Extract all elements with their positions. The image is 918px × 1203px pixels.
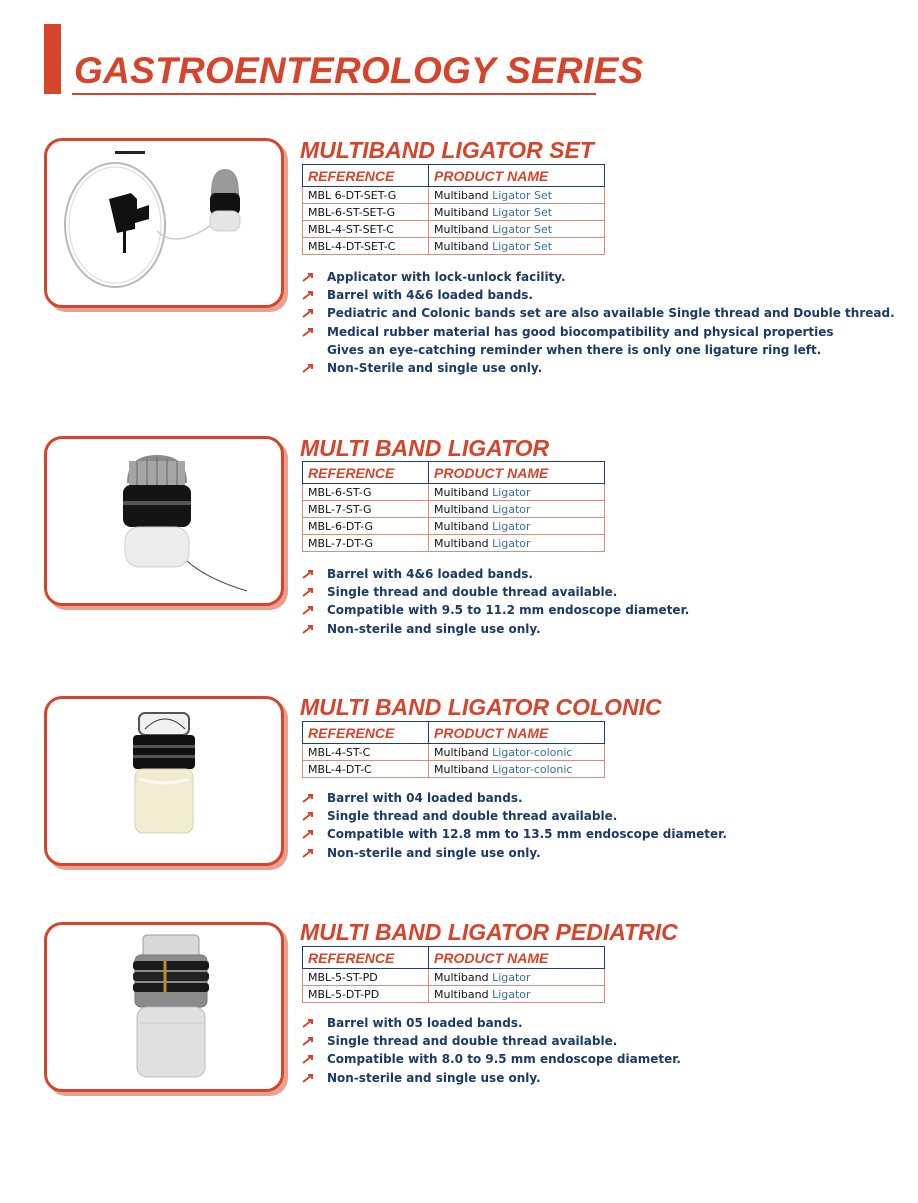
list-item: Non-sterile and single use only.: [300, 620, 689, 638]
table-row: [303, 969, 605, 986]
reference-cell: MBL-4-ST-SET-C: [303, 221, 429, 238]
column-header-reference: REFERENCE: [303, 722, 429, 744]
product-name-cell: Multiband Ligator: [429, 484, 605, 501]
product-name-cell: Multiband Ligator: [429, 969, 605, 986]
feature-list: [300, 789, 727, 862]
title-accent-bar: [44, 24, 61, 94]
list-item: Barrel with 04 loaded bands.: [300, 789, 727, 807]
feature-list: [300, 268, 895, 377]
arrow-bullet-icon: [302, 793, 314, 803]
section-title: MULTI BAND LIGATOR PEDIATRIC: [300, 919, 678, 945]
list-item: Barrel with 4&6 loaded bands.: [300, 565, 689, 583]
multiband-ligator-set-photo: [47, 141, 281, 305]
reference-cell: MBL-7-DT-G: [303, 535, 429, 552]
table-row: [303, 535, 605, 552]
table-row: [303, 238, 605, 255]
table-row: [303, 518, 605, 535]
list-item: Pediatric and Colonic bands set are also available Single thread and Double thread.: [300, 304, 895, 322]
column-header-product-name: PRODUCT NAME: [429, 947, 605, 969]
product-name-cell: Multiband Ligator: [429, 518, 605, 535]
reference-table: [302, 946, 605, 1003]
multi-band-ligator-photo: [47, 439, 281, 603]
list-item: Non-sterile and single use only.: [300, 1069, 681, 1087]
reference-cell: MBL-6-DT-G: [303, 518, 429, 535]
arrow-bullet-icon: [302, 1036, 314, 1046]
reference-table: [302, 721, 605, 778]
reference-cell: MBL-4-DT-C: [303, 761, 429, 778]
arrow-bullet-icon: [302, 811, 314, 821]
arrow-bullet-icon: [302, 363, 314, 373]
list-item: Barrel with 05 loaded bands.: [300, 1014, 681, 1032]
column-header-reference: REFERENCE: [303, 947, 429, 969]
list-item: Single thread and double thread available.: [300, 807, 727, 825]
reference-table: [302, 461, 605, 552]
page-title: GASTROENTEROLOGY SERIES: [74, 50, 644, 91]
column-header-reference: REFERENCE: [303, 462, 429, 484]
arrow-bullet-icon: [302, 1073, 314, 1083]
reference-cell: MBL-7-ST-G: [303, 501, 429, 518]
table-row: [303, 484, 605, 501]
table-header-row: [303, 165, 605, 187]
product-image-frame: [44, 138, 284, 308]
table-header-row: [303, 947, 605, 969]
section-title: MULTI BAND LIGATOR COLONIC: [300, 694, 662, 720]
product-name-cell: Multiband Ligator Set: [429, 221, 605, 238]
column-header-product-name: PRODUCT NAME: [429, 722, 605, 744]
arrow-bullet-icon: [302, 605, 314, 615]
product-name-cell: Multiband Ligator-colonic: [429, 744, 605, 761]
list-item: Compatible with 8.0 to 9.5 mm endoscope diameter.: [300, 1050, 681, 1068]
reference-cell: MBL-4-DT-SET-C: [303, 238, 429, 255]
product-name-cell: Multiband Ligator Set: [429, 238, 605, 255]
feature-list: [300, 565, 689, 638]
list-item: Non-Sterile and single use only.: [300, 359, 895, 377]
section-title: MULTI BAND LIGATOR: [300, 435, 550, 461]
list-item: Compatible with 12.8 mm to 13.5 mm endoscope diameter.: [300, 825, 727, 843]
list-item: Compatible with 9.5 to 11.2 mm endoscope diameter.: [300, 601, 689, 619]
table-header-row: [303, 462, 605, 484]
arrow-bullet-icon: [302, 327, 314, 337]
table-row: [303, 204, 605, 221]
column-header-product-name: PRODUCT NAME: [429, 462, 605, 484]
table-header-row: [303, 722, 605, 744]
table-row: [303, 501, 605, 518]
table-row: [303, 187, 605, 204]
table-row: [303, 221, 605, 238]
reference-table: [302, 164, 605, 255]
product-name-cell: Multiband Ligator: [429, 986, 605, 1003]
reference-cell: MBL-6-ST-G: [303, 484, 429, 501]
list-item: Applicator with lock-unlock facility.: [300, 268, 895, 286]
product-name-cell: Multiband Ligator-colonic: [429, 761, 605, 778]
list-item-continuation: Gives an eye-catching reminder when there is only one ligature ring left.: [327, 342, 822, 357]
arrow-bullet-icon: [302, 587, 314, 597]
arrow-bullet-icon: [302, 1018, 314, 1028]
section-title: MULTIBAND LIGATOR SET: [300, 137, 594, 163]
product-image-frame: [44, 696, 284, 866]
reference-cell: MBL-4-ST-C: [303, 744, 429, 761]
reference-cell: MBL-6-ST-SET-G: [303, 204, 429, 221]
arrow-bullet-icon: [302, 290, 314, 300]
feature-list: [300, 1014, 681, 1087]
reference-cell: MBL-5-DT-PD: [303, 986, 429, 1003]
multi-band-ligator-pediatric-photo: [47, 925, 281, 1089]
arrow-bullet-icon: [302, 848, 314, 858]
table-row: [303, 761, 605, 778]
column-header-product-name: PRODUCT NAME: [429, 165, 605, 187]
title-underline: [72, 93, 596, 95]
reference-cell: MBL 6-DT-SET-G: [303, 187, 429, 204]
table-row: [303, 986, 605, 1003]
list-item: Medical rubber material has good biocompatibility and physical properties: [300, 323, 895, 341]
multi-band-ligator-colonic-photo: [47, 699, 281, 863]
arrow-bullet-icon: [302, 569, 314, 579]
product-image-frame: [44, 922, 284, 1092]
list-item: Barrel with 4&6 loaded bands.: [300, 286, 895, 304]
column-header-reference: REFERENCE: [303, 165, 429, 187]
product-name-cell: Multiband Ligator: [429, 501, 605, 518]
product-name-cell: Multiband Ligator Set: [429, 204, 605, 221]
list-item: Non-sterile and single use only.: [300, 844, 727, 862]
list-item: Single thread and double thread available.: [300, 583, 689, 601]
arrow-bullet-icon: [302, 829, 314, 839]
arrow-bullet-icon: [302, 308, 314, 318]
arrow-bullet-icon: [302, 1054, 314, 1064]
reference-cell: MBL-5-ST-PD: [303, 969, 429, 986]
product-name-cell: Multiband Ligator Set: [429, 187, 605, 204]
product-image-frame: [44, 436, 284, 606]
arrow-bullet-icon: [302, 272, 314, 282]
arrow-bullet-icon: [302, 624, 314, 634]
product-name-cell: Multiband Ligator: [429, 535, 605, 552]
table-row: [303, 744, 605, 761]
list-item: Single thread and double thread available.: [300, 1032, 681, 1050]
